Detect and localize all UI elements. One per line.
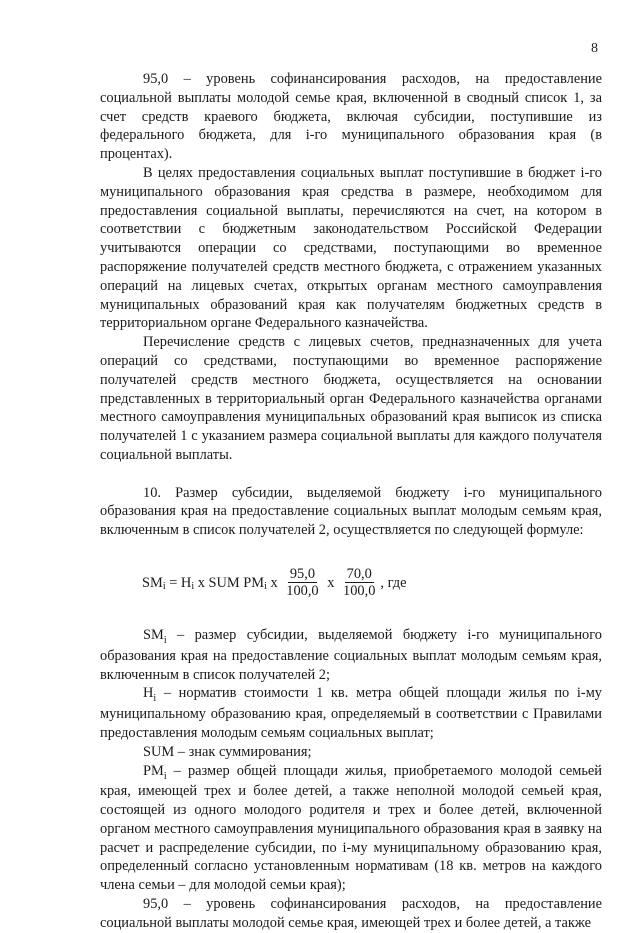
definition-sum — [100, 743, 602, 762]
spacer — [100, 540, 602, 564]
definition-text: – норматив стоимости 1 кв. метра общей площади жилья по i-му муниципальному образованию края, определяемый в соответствии с Правилами предоставления молодым семьям социальных выплат; — [100, 685, 602, 741]
formula-pm-subscript: i — [264, 580, 267, 592]
fraction-denominator: 100,0 — [343, 583, 376, 600]
definition-subscript: i — [153, 693, 157, 705]
formula-fraction-federal — [284, 566, 320, 599]
fraction-numerator: 95,0 — [289, 566, 316, 583]
definition-pm — [100, 762, 602, 896]
fraction-numerator: 70,0 — [346, 566, 372, 583]
formula-equals: = — [165, 574, 181, 591]
definition-symbol: PM — [143, 762, 164, 779]
formula-times: x — [266, 574, 282, 591]
spacer — [100, 602, 602, 626]
formula-h: H — [180, 574, 192, 591]
paragraph-payment-transfer: В целях предоставления социальных выплат поступившие в бюджет i-го муниципального образования края средства в размере, необходимом для предоставления социальной выплаты, перечисляются на счет, на котором в соответствии с бюджетным законодательством Российской Федерации учитываются операции со средствами, поступающими во временное распоряжение получателей средств местного бюджета, с отражением указанных операций на лицевых счетах, открытых органам местного самоуправления муниципальных образований края как получателям бюджетных средств в территориальном органе Федерального казначейства. — [100, 164, 602, 332]
paragraph-cofinancing-level: 95,0 – уровень софинансирования расходов, на предоставление социальной выплаты молодой семье края, включенной в сводный список 1, за счет средств краевого бюджета, включая субсидии, поступившие из федерального бюджета, для i-го муниципального образования края (в процентах). — [100, 71, 602, 163]
definition-h — [100, 684, 602, 742]
paragraph-subsidy-size: 10. Размер субсидии, выделяемой бюджету i-го муниципального образования края на предоставление социальных выплат молодым семьям края, включенным в список получателей 2, осуществляется по следующей формуле: — [100, 484, 602, 539]
definition-sm — [100, 626, 602, 684]
formula-times: x — [323, 574, 339, 591]
definition-cofinancing-level: 95,0 – уровень софинансирования расходов, на предоставление социальной выплаты молодой семье края, имеющей трех и более детей, а также — [100, 896, 602, 931]
page-number: 8 — [591, 41, 598, 56]
spacer — [100, 465, 602, 484]
document-body — [100, 70, 602, 933]
paragraph-account-transfer: Перечисление средств с лицевых счетов, предназначенных для учета операций со средствами, поступающими во временное распоряжение получателей средств местного бюджета, осуществляется на основании представленных в территориальный орган Федерального казначейства органами местного самоуправления муниципальных образований края выписок из списка получателей 1 с указанием размера социальной выплаты для каждого получателя социальной выплаты. — [100, 334, 602, 463]
definition-text: – знак суммирования; — [174, 743, 312, 760]
definition-symbol: SUM — [143, 743, 175, 760]
formula-h-subscript: i — [191, 580, 195, 592]
formula-sm-subscript: i — [162, 580, 166, 592]
subsidy-formula — [142, 564, 602, 602]
formula-sm: SM — [142, 574, 163, 591]
formula-tail: , где — [380, 574, 407, 591]
fraction-denominator: 100,0 — [286, 583, 319, 600]
definition-symbol: SM — [143, 626, 164, 643]
definition-text: – размер общей площади жилья, приобретаемого молодой семьей края, имеющей трех и более детей, а также неполной молодой семьей края, состоящей из одного молодого родителя и трех и более детей, включенной органом местного самоуправления муниципального образования края в заявку на расчет и распределение субсидии, по i-му муниципальному образованию края, определенный согласно установленным нормативам (18 кв. метров на каждого члена семьи – для молодой семьи края); — [100, 762, 602, 894]
definition-subscript: i — [163, 634, 167, 646]
definition-symbol: H — [143, 685, 154, 702]
definition-subscript: i — [163, 770, 167, 782]
formula-fraction-regional — [341, 566, 377, 599]
definition-text: – размер субсидии, выделяемой бюджету i-го муниципального образования края на предоставление социальных выплат молодым семьям края, включенным в список получателей 2; — [100, 626, 602, 683]
formula-sum-pm: x SUM PM — [194, 574, 265, 591]
